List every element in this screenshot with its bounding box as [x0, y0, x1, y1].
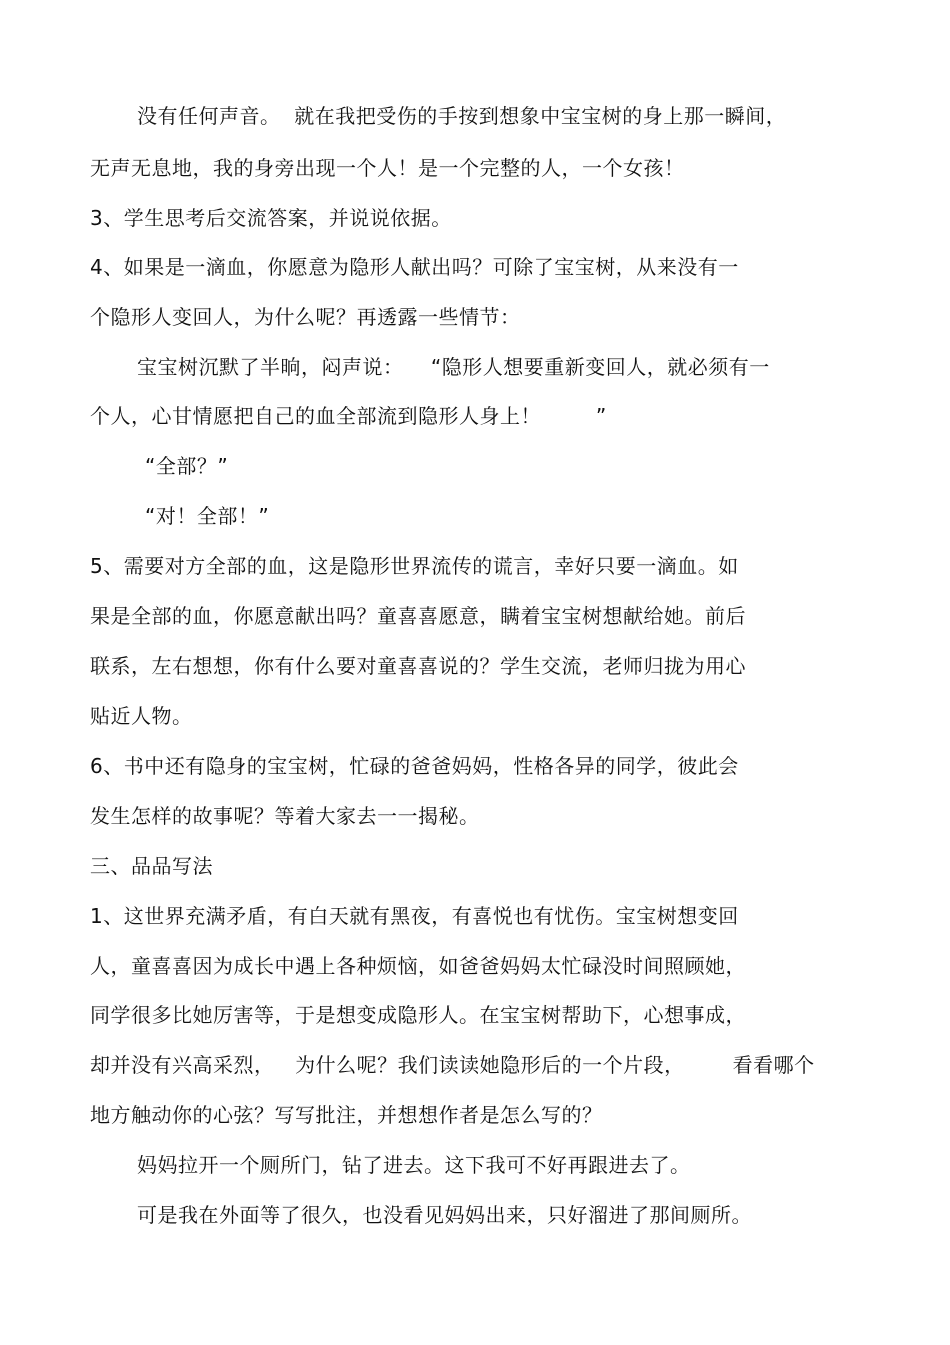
- text-line: 人，童喜喜因为成长中遇上各种烦恼，如爸爸妈妈太忙碌没时间照顾她，: [90, 954, 746, 978]
- text-line: 却并没有兴高采烈， 为什么呢？我们读读她隐形后的一个片段， 看看哪个: [90, 1053, 815, 1077]
- text-line: 无声无息地，我的身旁出现一个人！是一个完整的人，一个女孩！: [90, 156, 685, 180]
- text-line: 6、书中还有隐身的宝宝树，忙碌的爸爸妈妈，性格各异的同学，彼此会: [90, 754, 739, 778]
- text-line: 个人，心甘情愿把自己的血全部流到隐形人身上！ ”: [90, 404, 607, 428]
- text-line: 同学很多比她厉害等，于是想变成隐形人。在宝宝树帮助下，心想事成，: [90, 1003, 746, 1027]
- text-line: 1、这世界充满矛盾，有白天就有黑夜，有喜悦也有忧伤。宝宝树想变回: [90, 904, 739, 928]
- text-line: 贴近人物。: [90, 704, 193, 728]
- text-line: 联系，左右想想，你有什么要对童喜喜说的？学生交流，老师归拢为用心: [90, 654, 746, 678]
- text-line: 没有任何声音。 就在我把受伤的手按到想象中宝宝树的身上那一瞬间，: [137, 104, 787, 128]
- text-line: 可是我在外面等了很久，也没看见妈妈出来，只好溜进了那间厕所。: [137, 1203, 752, 1227]
- text-line: 个隐形人变回人，为什么呢？再透露一些情节：: [90, 305, 521, 329]
- text-line: 4、如果是一滴血，你愿意为隐形人献出吗？可除了宝宝树，从来没有一: [90, 255, 739, 279]
- text-line: 宝宝树沉默了半晌，闷声说： “隐形人想要重新变回人，就必须有一: [137, 355, 770, 379]
- text-line: 果是全部的血，你愿意献出吗？童喜喜愿意，瞒着宝宝树想献给她。前后: [90, 604, 746, 628]
- text-line: 发生怎样的故事呢？等着大家去一一揭秘。: [90, 804, 480, 828]
- text-line: 地方触动你的心弦？写写批注，并想想作者是怎么写的？: [90, 1103, 603, 1127]
- text-line: “对！全部！”: [145, 504, 270, 528]
- text-line: “全部？”: [145, 454, 229, 478]
- section-heading: 三、品品写法: [90, 854, 213, 878]
- text-line: 5、需要对方全部的血，这是隐形世界流传的谎言，幸好只要一滴血。如: [90, 554, 739, 578]
- text-line: 3、学生思考后交流答案，并说说依据。: [90, 206, 452, 230]
- text-line: 妈妈拉开一个厕所门，钻了进去。这下我可不好再跟进去了。: [137, 1153, 691, 1177]
